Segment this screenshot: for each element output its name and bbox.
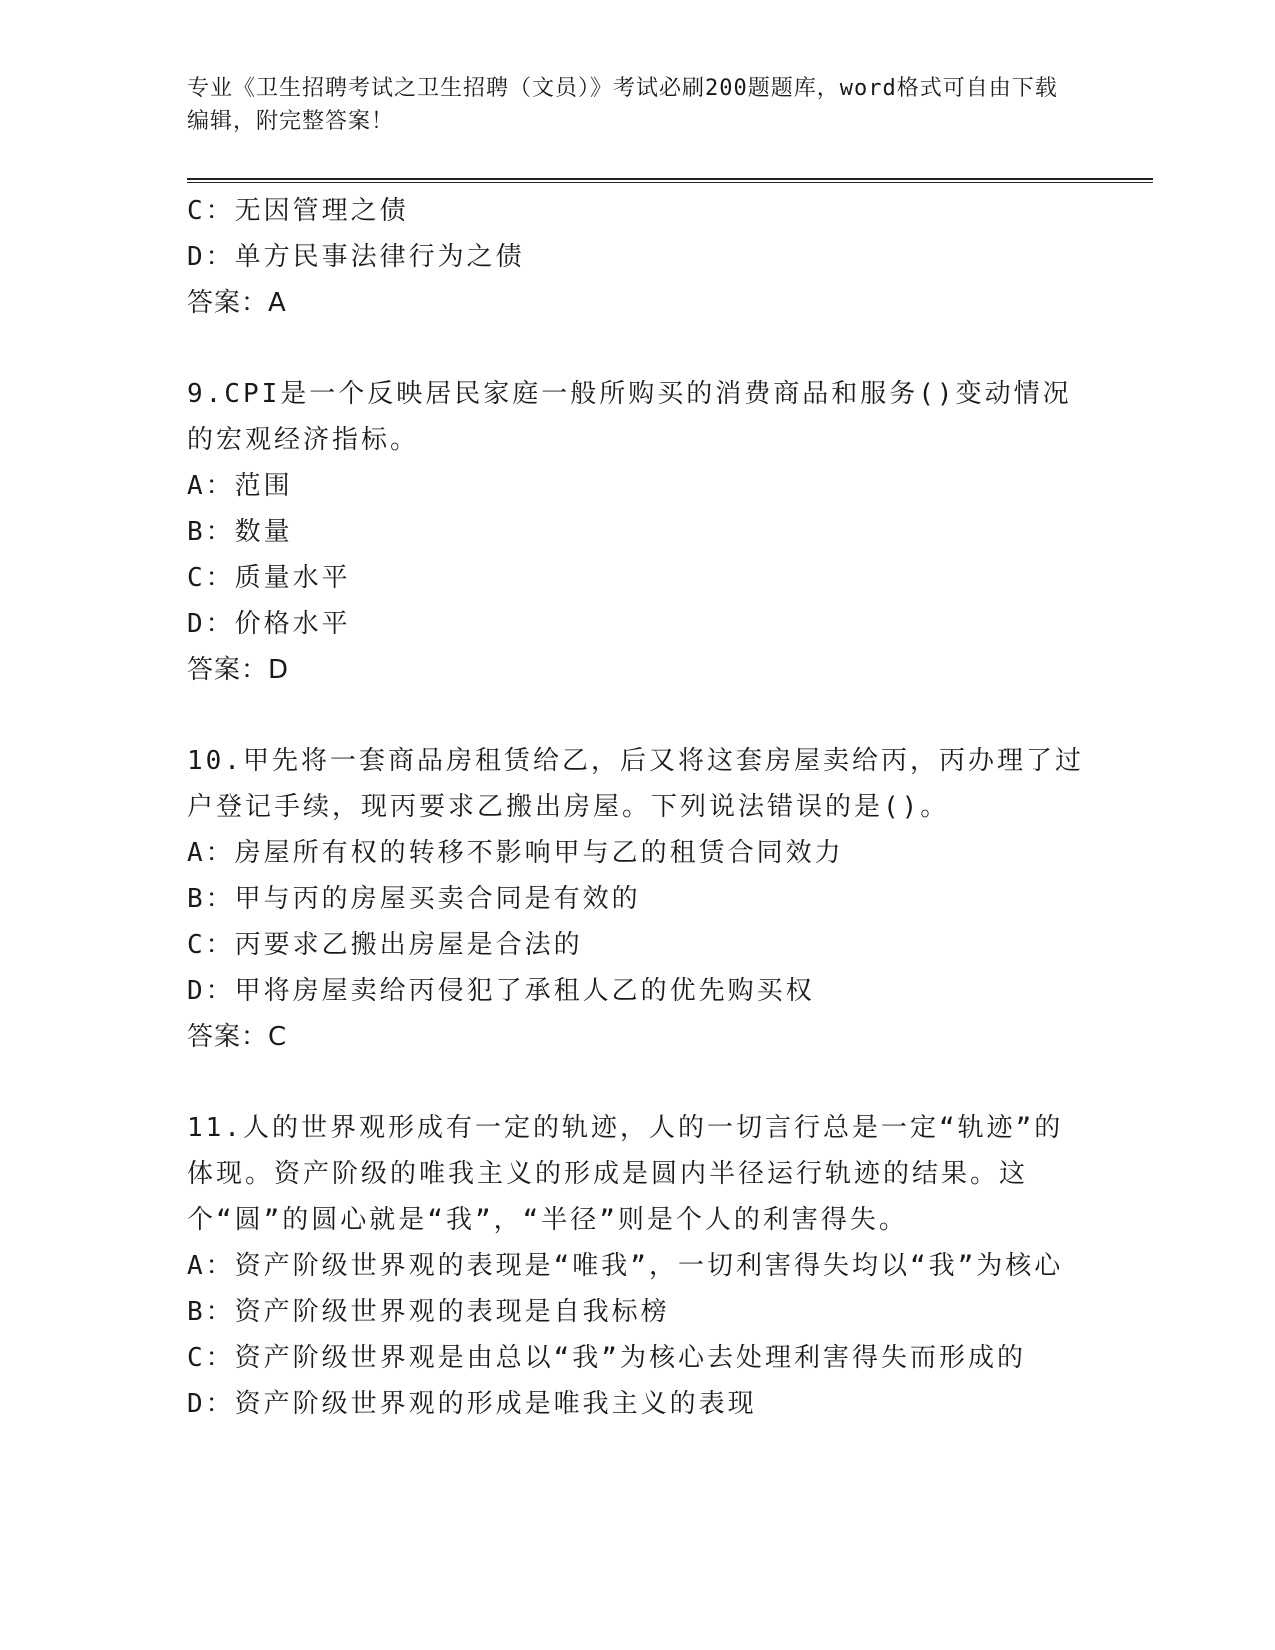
- question-stem: 10.甲先将一套商品房租赁给乙，后又将这套房屋卖给丙，丙办理了过户登记手续，现丙要求乙搬出房屋。下列说法错误的是()。: [187, 746, 1084, 822]
- option-b: B：资产阶级世界观的表现是自我标榜: [187, 1297, 670, 1327]
- option-a: A：房屋所有权的转移不影响甲与乙的租赁合同效力: [187, 838, 844, 868]
- answer-line: 答案：D: [187, 655, 290, 685]
- option-d: D：单方民事法律行为之债: [187, 242, 525, 272]
- option-c: C：资产阶级世界观是由总以“我”为核心去处理利害得失而形成的: [187, 1343, 1026, 1373]
- question-stem: 11.人的世界观形成有一定的轨迹，人的一切言行总是一定“轨迹”的体现。资产阶级的唯我主义的形成是圆内半径运行轨迹的结果。这个“圆”的圆心就是“我”，“半径”则是个人的利害得失。: [187, 1113, 1064, 1235]
- answer-line: 答案：A: [187, 288, 287, 318]
- document-body: [187, 188, 1087, 1427]
- option-c: C：质量水平: [187, 563, 351, 593]
- question-10: [187, 738, 1087, 1060]
- header-divider: [187, 178, 1153, 183]
- spacer: [187, 326, 1087, 371]
- question-11: [187, 1105, 1087, 1427]
- option-d: D：甲将房屋卖给丙侵犯了承租人乙的优先购买权: [187, 976, 815, 1006]
- option-b: B：甲与丙的房屋买卖合同是有效的: [187, 884, 641, 914]
- option-b: B：数量: [187, 517, 293, 547]
- option-a: A：范围: [187, 471, 293, 501]
- option-c: C：无因管理之债: [187, 196, 409, 226]
- option-a: A：资产阶级世界观的表现是“唯我”，一切利害得失均以“我”为核心: [187, 1251, 1064, 1281]
- spacer: [187, 1060, 1087, 1105]
- page-header: 专业《卫生招聘考试之卫生招聘（文员）》考试必刷200题题库，word格式可自由下载编辑，附完整答案！: [187, 76, 1058, 134]
- option-d: D：价格水平: [187, 609, 351, 639]
- option-c: C：丙要求乙搬出房屋是合法的: [187, 930, 583, 960]
- answer-line: 答案：C: [187, 1022, 288, 1052]
- spacer: [187, 693, 1087, 738]
- option-d: D：资产阶级世界观的形成是唯我主义的表现: [187, 1389, 757, 1419]
- question-9: [187, 371, 1087, 693]
- question-stem: 9.CPI是一个反映居民家庭一般所购买的消费商品和服务()变动情况的宏观经济指标。: [187, 379, 1072, 455]
